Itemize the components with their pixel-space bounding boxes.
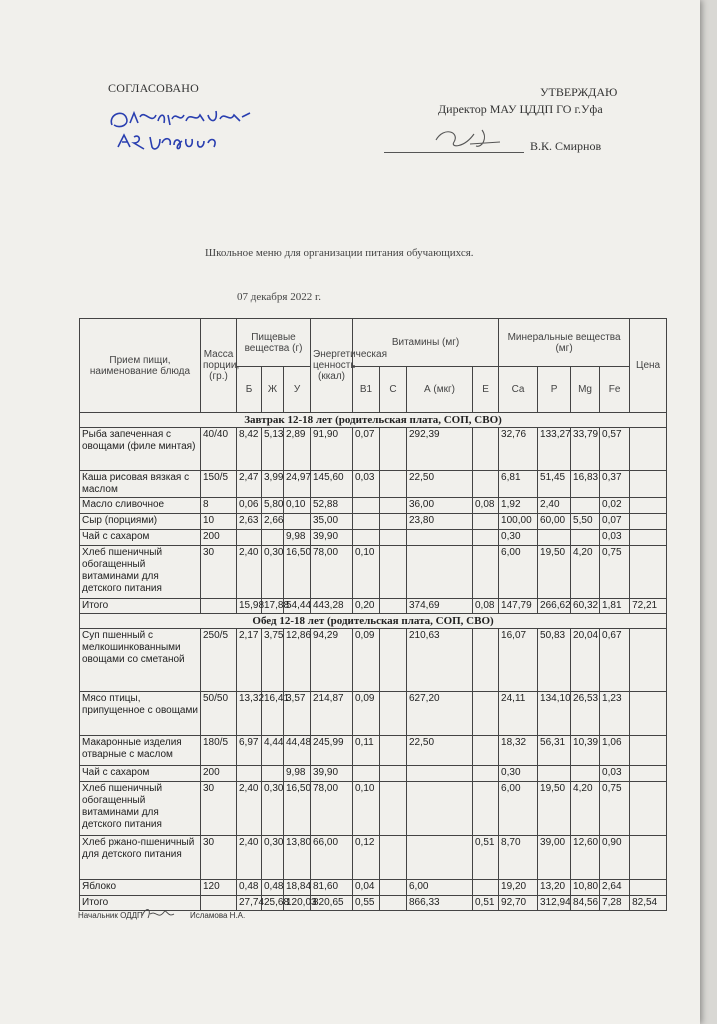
table-cell: 0,04: [353, 880, 380, 896]
table-cell: 22,50: [407, 471, 473, 498]
section-header: [80, 413, 667, 428]
table-cell: 0,57: [600, 428, 630, 471]
table-cell: [380, 428, 407, 471]
table-cell: 36,00: [407, 498, 473, 514]
table-cell: [284, 514, 311, 530]
table-cell: [237, 530, 262, 546]
table-cell: [380, 530, 407, 546]
table-cell: [630, 766, 667, 782]
table-cell: 16,07: [499, 629, 538, 692]
table-cell: [630, 530, 667, 546]
footer-position: Начальник ОДДП: [78, 911, 143, 920]
table-cell: [473, 428, 499, 471]
table-cell: 20,04: [571, 629, 600, 692]
director-name: В.К. Смирнов: [530, 139, 602, 153]
table-cell: 3,75: [262, 629, 284, 692]
table-cell: [407, 530, 473, 546]
table-cell: 56,31: [538, 736, 571, 766]
total-cell: 54,44: [284, 599, 311, 614]
table-cell: 134,10: [538, 692, 571, 736]
table-cell: 2,40: [237, 836, 262, 880]
table-cell: 50,83: [538, 629, 571, 692]
header-energy: Энергетическая ценность (ккал): [311, 319, 353, 413]
total-label: Итого: [80, 599, 201, 614]
table-cell: 78,00: [311, 546, 353, 599]
table-cell: [353, 514, 380, 530]
table-cell: [630, 782, 667, 836]
table-cell: [353, 530, 380, 546]
table-cell: 1,92: [499, 498, 538, 514]
table-cell: 40/40: [201, 428, 237, 471]
table-cell: 52,88: [311, 498, 353, 514]
total-cell: 0,08: [473, 599, 499, 614]
table-cell: 30: [201, 546, 237, 599]
menu-table: [79, 318, 667, 911]
dish-name: Мясо птицы, припущенное с овощами: [80, 692, 201, 736]
table-cell: 0,03: [600, 766, 630, 782]
total-cell: 312,94: [538, 896, 571, 911]
table-cell: 81,60: [311, 880, 353, 896]
table-cell: 0,09: [353, 692, 380, 736]
table-cell: [473, 766, 499, 782]
table-cell: 6,81: [499, 471, 538, 498]
table-cell: [630, 736, 667, 766]
table-cell: 0,10: [284, 498, 311, 514]
table-cell: [473, 782, 499, 836]
total-cell: [380, 896, 407, 911]
table-cell: 245,99: [311, 736, 353, 766]
table-cell: [538, 766, 571, 782]
table-cell: [380, 498, 407, 514]
table-cell: 23,80: [407, 514, 473, 530]
table-cell: 18,84: [284, 880, 311, 896]
header-p: Р: [538, 367, 571, 413]
table-cell: [237, 766, 262, 782]
table-cell: [473, 546, 499, 599]
table-cell: [353, 498, 380, 514]
total-cell: 443,28: [311, 599, 353, 614]
table-cell: [630, 428, 667, 471]
table-cell: 16,50: [284, 782, 311, 836]
table-cell: 9,98: [284, 530, 311, 546]
table-cell: 94,29: [311, 629, 353, 692]
total-cell: 7,28: [600, 896, 630, 911]
table-cell: 0,07: [353, 428, 380, 471]
total-cell: 27,74: [237, 896, 262, 911]
table-cell: 9,98: [284, 766, 311, 782]
table-cell: 51,45: [538, 471, 571, 498]
table-cell: [380, 736, 407, 766]
header-zh: Ж: [262, 367, 284, 413]
signature-line: [384, 152, 524, 153]
table-row: [80, 546, 667, 599]
table-cell: 0,30: [262, 546, 284, 599]
table-row: [80, 736, 667, 766]
table-cell: 3,99: [262, 471, 284, 498]
total-cell: [201, 896, 237, 911]
table-cell: 0,07: [600, 514, 630, 530]
dish-name: Чай с сахаром: [80, 766, 201, 782]
header-mass: Масса порции, (гр.): [201, 319, 237, 413]
table-cell: [380, 766, 407, 782]
table-cell: 66,00: [311, 836, 353, 880]
table-cell: 100,00: [499, 514, 538, 530]
table-cell: [571, 530, 600, 546]
table-cell: 60,00: [538, 514, 571, 530]
table-cell: 3,57: [284, 692, 311, 736]
table-cell: [473, 514, 499, 530]
table-cell: [630, 629, 667, 692]
table-cell: 180/5: [201, 736, 237, 766]
table-cell: [380, 629, 407, 692]
document-date: 07 декабря 2022 г.: [237, 291, 321, 303]
table-row: [80, 692, 667, 736]
table-cell: [262, 530, 284, 546]
table-cell: [473, 736, 499, 766]
total-cell: 60,32: [571, 599, 600, 614]
table-cell: 1,23: [600, 692, 630, 736]
header-minerals: Минеральные вещества (мг): [499, 319, 630, 367]
table-cell: 19,50: [538, 546, 571, 599]
table-cell: [630, 836, 667, 880]
table-cell: 30: [201, 782, 237, 836]
table-cell: 1,06: [600, 736, 630, 766]
table-cell: 32,76: [499, 428, 538, 471]
total-cell: 266,62: [538, 599, 571, 614]
table-cell: 0,75: [600, 782, 630, 836]
total-cell: [380, 599, 407, 614]
table-cell: 2,89: [284, 428, 311, 471]
table-row: [80, 530, 667, 546]
total-label: Итого: [80, 896, 201, 911]
approve-position: Директор МАУ ЦДДП ГО г.Уфа: [438, 102, 603, 116]
table-cell: 0,30: [262, 836, 284, 880]
table-cell: 2,40: [237, 782, 262, 836]
table-cell: [630, 880, 667, 896]
director-signature: [430, 122, 510, 154]
table-cell: 91,90: [311, 428, 353, 471]
table-cell: 16,50: [284, 546, 311, 599]
header-ca: Са: [499, 367, 538, 413]
total-row: [80, 599, 667, 614]
table-cell: 214,87: [311, 692, 353, 736]
table-cell: 627,20: [407, 692, 473, 736]
table-cell: [407, 766, 473, 782]
table-cell: 4,20: [571, 546, 600, 599]
table-cell: 19,20: [499, 880, 538, 896]
table-cell: 0,30: [499, 766, 538, 782]
table-cell: [473, 530, 499, 546]
total-cell: 820,65: [311, 896, 353, 911]
table-cell: 24,97: [284, 471, 311, 498]
header-b1: В1: [353, 367, 380, 413]
table-cell: 2,64: [600, 880, 630, 896]
dish-name: Хлеб ржано-пшеничный для детского питания: [80, 836, 201, 880]
approved-label: СОГЛАСОВАНО: [108, 81, 200, 95]
total-cell: 0,20: [353, 599, 380, 614]
table-cell: 0,51: [473, 836, 499, 880]
menu-table-body: [80, 413, 667, 911]
table-cell: 150/5: [201, 471, 237, 498]
header-e: Е: [473, 367, 499, 413]
table-cell: 12,60: [571, 836, 600, 880]
table-cell: 2,17: [237, 629, 262, 692]
total-cell: 1,81: [600, 599, 630, 614]
table-cell: 33,79: [571, 428, 600, 471]
total-cell: 17,88: [262, 599, 284, 614]
dish-name: Чай с сахаром: [80, 530, 201, 546]
table-cell: [630, 692, 667, 736]
table-cell: 10,39: [571, 736, 600, 766]
table-cell: [473, 692, 499, 736]
table-cell: 0,12: [353, 836, 380, 880]
header-price: Цена: [630, 319, 667, 413]
total-cell: 374,69: [407, 599, 473, 614]
table-cell: 4,44: [262, 736, 284, 766]
header-b: Б: [237, 367, 262, 413]
header-meal: Прием пищи, наименование блюда: [80, 319, 201, 413]
dish-name: Масло сливочное: [80, 498, 201, 514]
table-cell: 2,63: [237, 514, 262, 530]
table-row: [80, 836, 667, 880]
total-cell: 866,33: [407, 896, 473, 911]
dish-name: Суп пшенный с мелкошинкованными овощами со сметаной: [80, 629, 201, 692]
table-cell: [630, 546, 667, 599]
table-cell: 6,97: [237, 736, 262, 766]
approve-title: УТВЕРЖДАЮ: [540, 85, 618, 99]
table-cell: 44,48: [284, 736, 311, 766]
section-title: Обед 12-18 лет (родительская плата, СОП, СВО): [80, 614, 667, 629]
dish-name: Хлеб пшеничный обогащенный витаминами для детского питания: [80, 546, 201, 599]
table-cell: [630, 471, 667, 498]
table-cell: 0,11: [353, 736, 380, 766]
total-cell: 72,21: [630, 599, 667, 614]
table-cell: 5,50: [571, 514, 600, 530]
table-cell: [571, 498, 600, 514]
total-cell: 25,68: [262, 896, 284, 911]
dish-name: Каша рисовая вязкая с маслом: [80, 471, 201, 498]
table-cell: [380, 546, 407, 599]
table-cell: 39,90: [311, 530, 353, 546]
header-u: У: [284, 367, 311, 413]
table-row: [80, 498, 667, 514]
total-cell: 0,55: [353, 896, 380, 911]
table-cell: 13,80: [284, 836, 311, 880]
table-cell: 50/50: [201, 692, 237, 736]
table-cell: 133,27: [538, 428, 571, 471]
total-cell: 120,03: [284, 896, 311, 911]
table-cell: [262, 766, 284, 782]
table-cell: 0,03: [353, 471, 380, 498]
header-fe: Fe: [600, 367, 630, 413]
table-cell: 22,50: [407, 736, 473, 766]
table-cell: 292,39: [407, 428, 473, 471]
table-cell: 2,47: [237, 471, 262, 498]
table-cell: [407, 546, 473, 599]
dish-name: Макаронные изделия отварные с маслом: [80, 736, 201, 766]
table-cell: 0,10: [353, 546, 380, 599]
table-cell: 0,08: [473, 498, 499, 514]
document-title: Школьное меню для организации питания обучающихся.: [205, 247, 474, 259]
table-cell: [473, 880, 499, 896]
table-cell: 0,06: [237, 498, 262, 514]
table-cell: 6,00: [407, 880, 473, 896]
table-cell: 13,32: [237, 692, 262, 736]
table-cell: 6,00: [499, 782, 538, 836]
total-cell: 92,70: [499, 896, 538, 911]
total-cell: 84,56: [571, 896, 600, 911]
header-nutrients: Пищевые вещества (г): [237, 319, 311, 367]
table-cell: 18,32: [499, 736, 538, 766]
table-cell: 0,48: [237, 880, 262, 896]
table-cell: 0,37: [600, 471, 630, 498]
table-cell: 16,83: [571, 471, 600, 498]
section-header: [80, 614, 667, 629]
table-cell: 12,86: [284, 629, 311, 692]
table-cell: 4,20: [571, 782, 600, 836]
table-cell: 6,00: [499, 546, 538, 599]
table-cell: 0,03: [600, 530, 630, 546]
table-cell: 0,09: [353, 629, 380, 692]
table-cell: 145,60: [311, 471, 353, 498]
table-cell: 2,66: [262, 514, 284, 530]
table-cell: 0,67: [600, 629, 630, 692]
table-cell: [380, 692, 407, 736]
table-cell: 30: [201, 836, 237, 880]
table-cell: 120: [201, 880, 237, 896]
table-cell: 10,80: [571, 880, 600, 896]
table-cell: [473, 629, 499, 692]
dish-name: Хлеб пшеничный обогащенный витаминами для детского питания: [80, 782, 201, 836]
table-cell: [407, 782, 473, 836]
table-cell: [538, 530, 571, 546]
table-cell: [353, 766, 380, 782]
header-a: А (мкг): [407, 367, 473, 413]
table-cell: 0,90: [600, 836, 630, 880]
total-cell: 15,98: [237, 599, 262, 614]
table-cell: 39,00: [538, 836, 571, 880]
table-cell: 19,50: [538, 782, 571, 836]
section-title: Завтрак 12-18 лет (родительская плата, СОП, СВО): [80, 413, 667, 428]
table-cell: [380, 514, 407, 530]
table-cell: 0,30: [262, 782, 284, 836]
table-row: [80, 514, 667, 530]
table-cell: [380, 880, 407, 896]
table-row: [80, 428, 667, 471]
table-cell: [630, 514, 667, 530]
table-cell: 8: [201, 498, 237, 514]
table-cell: 2,40: [237, 546, 262, 599]
table-cell: 0,10: [353, 782, 380, 836]
table-cell: 5,80: [262, 498, 284, 514]
table-cell: [473, 471, 499, 498]
table-row: [80, 629, 667, 692]
dish-name: Яблоко: [80, 880, 201, 896]
table-row: [80, 766, 667, 782]
table-cell: 35,00: [311, 514, 353, 530]
table-cell: [380, 836, 407, 880]
handwritten-signature: [100, 95, 260, 155]
table-cell: 13,20: [538, 880, 571, 896]
table-cell: 26,53: [571, 692, 600, 736]
footer-name: Исламова Н.А.: [190, 911, 246, 920]
table-cell: 250/5: [201, 629, 237, 692]
table-cell: 0,30: [499, 530, 538, 546]
table-cell: 200: [201, 766, 237, 782]
table-cell: 8,70: [499, 836, 538, 880]
table-cell: 39,90: [311, 766, 353, 782]
table-cell: 210,63: [407, 629, 473, 692]
table-cell: 0,75: [600, 546, 630, 599]
table-cell: 2,40: [538, 498, 571, 514]
total-cell: 0,51: [473, 896, 499, 911]
total-cell: 82,54: [630, 896, 667, 911]
table-cell: 8,42: [237, 428, 262, 471]
table-row: [80, 782, 667, 836]
table-cell: [630, 498, 667, 514]
footer-signature: [138, 902, 178, 924]
table-cell: [407, 836, 473, 880]
table-row: [80, 880, 667, 896]
table-cell: 5,13: [262, 428, 284, 471]
table-cell: 16,41: [262, 692, 284, 736]
table-cell: [571, 766, 600, 782]
table-cell: [380, 782, 407, 836]
dish-name: Рыба запеченная с овощами (филе минтая): [80, 428, 201, 471]
table-cell: 24,11: [499, 692, 538, 736]
table-cell: 0,02: [600, 498, 630, 514]
table-cell: 10: [201, 514, 237, 530]
table-cell: 0,48: [262, 880, 284, 896]
total-cell: 147,79: [499, 599, 538, 614]
table-row: [80, 471, 667, 498]
header-vitamins: Витамины (мг): [353, 319, 499, 367]
table-cell: [380, 471, 407, 498]
table-cell: 200: [201, 530, 237, 546]
header-c: С: [380, 367, 407, 413]
dish-name: Сыр (порциями): [80, 514, 201, 530]
table-cell: 78,00: [311, 782, 353, 836]
header-mg: Mg: [571, 367, 600, 413]
total-cell: [201, 599, 237, 614]
